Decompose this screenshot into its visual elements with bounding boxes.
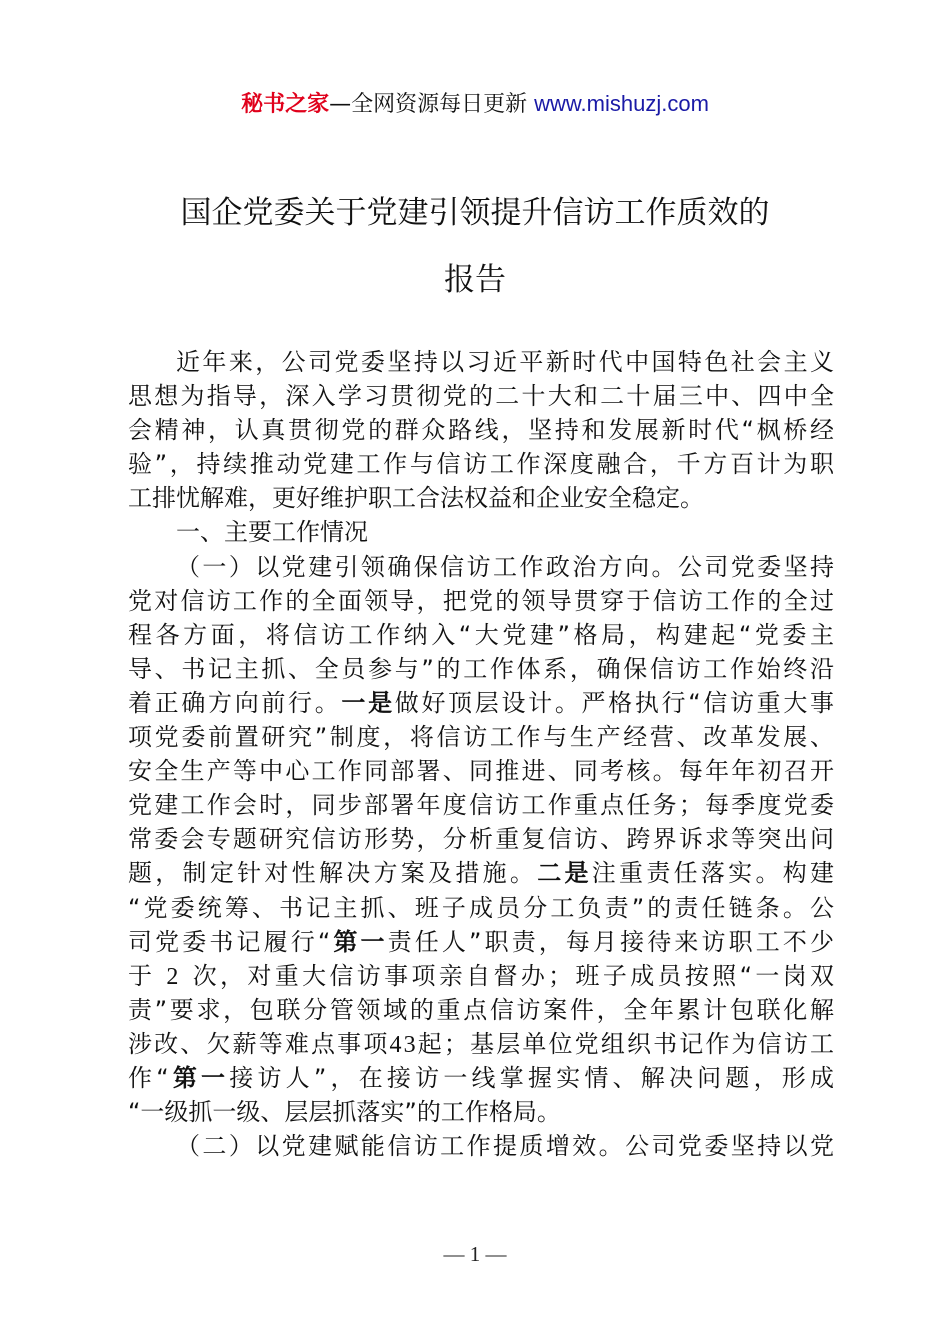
text-run: 接访人”，在接访一线掌握实情、解决问题，形成 (229, 1063, 839, 1092)
text-run: 作“ (128, 1063, 173, 1092)
body-line (128, 993, 837, 1027)
body-line (128, 345, 837, 379)
body-line (128, 618, 838, 652)
page-number: — 1 — (443, 1242, 507, 1266)
text-run: 司党委书记履行“ (128, 927, 334, 956)
header-tagline: —全网资源每日更新 (329, 92, 535, 117)
text-segment: 项党委前置研究”制度，将信访工作与生产经营、改革发展、 (128, 723, 837, 752)
text-segment: （一）以党建引领确保信访工作政治方向。公司党委坚持 (176, 552, 837, 581)
text-segment (128, 686, 837, 720)
body-line (128, 1095, 834, 1129)
text-segment: “党委统筹、书记主抓、班子成员分工负责”的责任链条。公 (128, 893, 838, 922)
body-line (128, 379, 837, 413)
text-segment (128, 1061, 838, 1095)
text-run: 做好顶层设计。严格执行“信访重大事 (394, 688, 837, 717)
text-run: 于 (128, 961, 156, 990)
body-line (128, 1129, 837, 1163)
text-segment: 工排忧解难，更好维护职工合法权益和企业安全稳定。 (128, 484, 704, 513)
body-line (128, 1027, 837, 1061)
body-line (128, 891, 838, 925)
body-line (128, 959, 838, 993)
text-segment: （二）以党建赋能信访工作提质增效。公司党委坚持以党 (176, 1132, 837, 1161)
text-run: 责任人”职责，每月接待来访职工不少 (387, 927, 838, 956)
text-run: 题，制定针对性解决方案及措施。 (128, 859, 538, 888)
text-run: 次，对重大信访事项亲自督办；班子成员按照“一岗双 (192, 961, 838, 990)
text-segment: 思想为指导，深入学习贯彻党的二十大和二十届三中、四中全 (128, 382, 837, 411)
text-run: 注重责任落实。构建 (591, 859, 838, 888)
site-url-link[interactable]: www.mishuzj.com (534, 91, 709, 116)
body-line (128, 584, 837, 618)
text-segment: 导、书记主抓、全员参与”的工作体系，确保信访工作始终沿 (128, 654, 837, 683)
bold-run: 二是 (537, 859, 592, 888)
text-segment (128, 959, 837, 993)
number-run: 43 (389, 1031, 418, 1058)
body-line (128, 720, 837, 754)
section-heading (128, 515, 834, 549)
body-line (128, 652, 837, 686)
bold-run: 第一 (172, 1063, 230, 1092)
number-run: 2 (166, 963, 182, 990)
text-segment: 党建工作会时，同步部署年度信访工作重点任务；每季度党委 (128, 791, 837, 820)
text-segment: 一、主要工作情况 (176, 518, 368, 547)
text-segment: 验”，持续推动党建工作与信访工作深度融合，千方百计为职 (128, 450, 837, 479)
text-segment: 常委会专题研究信访形势，分析重复信访、跨界诉求等突出问 (128, 825, 837, 854)
document-title-line-2: 报告 (444, 262, 506, 298)
body-line (128, 447, 837, 481)
body-line (128, 925, 838, 959)
body-line (128, 788, 837, 822)
body-line (128, 550, 837, 584)
body-line (128, 856, 838, 890)
body-line (128, 822, 837, 856)
document-body (128, 345, 839, 1163)
text-segment: “一级抓一级、层层抓落实”的工作格局。 (128, 1098, 561, 1127)
text-segment (128, 1027, 836, 1061)
text-segment: 责”要求，包联分管领域的重点信访案件，全年累计包联化解 (128, 995, 837, 1024)
body-line (128, 413, 837, 447)
text-segment: 党对信访工作的全面领导，把党的领导贯穿于信访工作的全过 (128, 586, 837, 615)
body-line (128, 1061, 839, 1095)
text-segment: 近年来，公司党委坚持以习近平新时代中国特色社会主义 (176, 348, 837, 376)
brand-name: 秘书之家 (241, 92, 330, 117)
text-segment (128, 925, 837, 959)
body-line (128, 754, 837, 788)
body-line (128, 481, 834, 515)
text-run: 着正确方向前行。 (128, 688, 342, 717)
text-segment (128, 856, 837, 890)
text-segment: 安全生产等中心工作同部署、同推进、同考核。每年年初召开 (128, 757, 837, 786)
text-segment: 会精神，认真贯彻党的群众路线，坚持和发展新时代“枫桥经 (128, 416, 837, 445)
document-title-line-1: 国企党委关于党建引领提升信访工作质效的 (180, 195, 770, 231)
text-run: 起；基层单位党组织书记作为信访工 (417, 1029, 837, 1058)
body-line (128, 686, 837, 720)
bold-run: 第一 (333, 927, 388, 956)
text-run: 涉改、欠薪等难点事项 (128, 1029, 390, 1058)
bold-run: 一是 (341, 688, 395, 717)
site-watermark-header (0, 88, 950, 121)
text-segment: 程各方面，将信访工作纳入“大党建”格局，构建起“党委主 (128, 620, 838, 649)
